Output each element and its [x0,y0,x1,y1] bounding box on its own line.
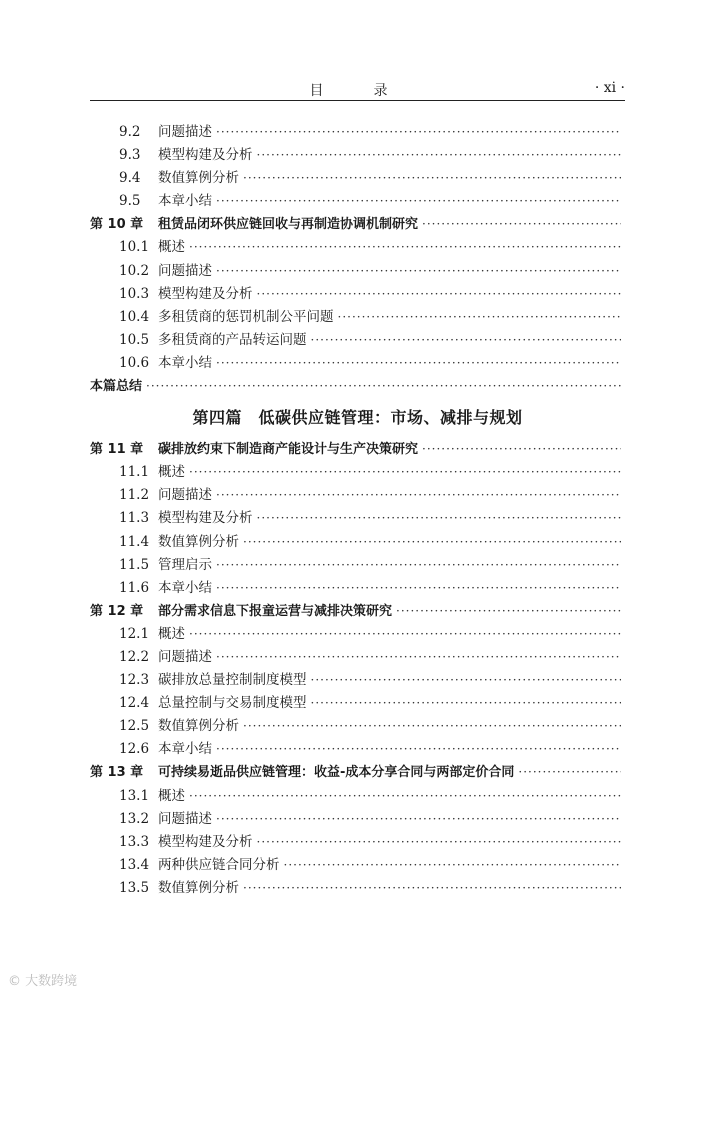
toc-entry-number: 11.5 [119,556,150,573]
toc-entry-title: 本章小结 [158,579,212,596]
toc-entry-title: 本篇总结 [90,379,143,395]
toc-entry-number: 10.3 [119,285,150,302]
watermark: © 大数跨境 [8,974,78,989]
toc-entry-title: 数值算例分析 [158,533,239,550]
toc-entry-number: 12.4 [119,695,150,712]
toc-entry-title: 模型构建及分析 [158,147,253,164]
toc-entry-title: 模型构建及分析 [158,510,253,527]
toc-section-entry[interactable] [90,877,625,900]
toc-entry-number: 10.4 [119,308,150,325]
toc-entry-title: 本章小结 [158,741,212,758]
toc-entry-title: 本章小结 [158,354,212,371]
toc-entry-number: 12.3 [119,672,150,689]
toc-entry-title: 管理启示 [158,556,212,573]
toc-entry-title: 数值算例分析 [158,170,239,187]
toc-entry-number: 第 10 章 [90,217,144,233]
toc-entry-title: 概述 [158,464,185,481]
toc-entry-title: 多租赁商的产品转运问题 [158,331,307,348]
toc-entry-title: 问题描述 [158,262,212,279]
toc-entry-title: 碳排放约束下制造商产能设计与生产决策研究 [158,442,419,458]
toc-entry-number: 第 12 章 [90,603,144,619]
toc-entry-title: 数值算例分析 [158,718,239,735]
header-page-number: · xi · [594,80,625,96]
toc-entry-title: 概述 [158,239,185,256]
toc-entry-number: 11.2 [119,487,150,504]
toc-entry-title: 碳排放总量控制制度模型 [158,672,307,689]
toc-entry-title: 部分需求信息下报童运营与减排决策研究 [158,603,393,619]
part-title: 第四篇 低碳供应链管理：市场、减排与规划 [192,408,523,428]
toc-entry-number: 10.6 [119,354,150,371]
toc-entry-number: 11.3 [119,510,150,527]
toc-entry-title: 租赁品闭环供应链回收与再制造协调机制研究 [158,217,419,233]
toc-entry-title: 概述 [158,625,185,642]
toc-entry-title: 问题描述 [158,124,212,140]
toc-entry-title: 数值算例分析 [158,879,239,896]
toc-entry-number: 12.6 [119,741,150,758]
toc-entry-number: 13.4 [119,856,150,873]
toc-entry-number: 9.3 [119,147,141,164]
toc-entry-number: 第 11 章 [90,442,144,458]
toc-entry-number: 12.1 [119,625,150,642]
toc-entry-title: 可持续易逝品供应链管理：收益-成本分享合同与两部定价合同 [158,765,515,781]
toc-entry-number: 9.5 [119,193,141,210]
toc-entry-number: 11.4 [119,533,150,550]
toc-entry-title: 两种供应链合同分析 [158,856,280,873]
toc-entry-number: 12.5 [119,718,150,735]
toc-entry-number: 13.2 [119,810,150,827]
toc-entry-number: 9.2 [119,124,141,140]
toc-entry-number: 第 13 章 [90,765,144,781]
toc-entry-title: 本章小结 [158,193,212,210]
toc-entry-number: 10.2 [119,262,150,279]
toc-entry-number: 13.3 [119,833,150,850]
header-title: 目 录 [309,83,406,99]
toc-entry-number: 13.1 [119,787,150,804]
toc-entry-number: 12.2 [119,648,150,665]
toc-entry-page [90,121,715,1121]
toc-entry-title: 模型构建及分析 [158,285,253,302]
toc-entry-title: 问题描述 [158,810,212,827]
toc-entry-number: 10.1 [119,239,150,256]
toc-entry-title: 模型构建及分析 [158,833,253,850]
table-of-contents [90,121,625,900]
toc-entry-title: 多租赁商的惩罚机制公平问题 [158,308,334,325]
toc-entry-title: 问题描述 [158,648,212,665]
toc-entry-number: 11.1 [119,464,150,481]
running-header [90,80,625,101]
toc-entry-number: 13.5 [119,879,150,896]
toc-entry-title: 概述 [158,787,185,804]
toc-entry-title: 总量控制与交易制度模型 [158,695,307,712]
toc-entry-title: 问题描述 [158,487,212,504]
toc-entry-number: 11.6 [119,579,150,596]
toc-entries-after [90,438,625,900]
toc-entry-number: 9.4 [119,170,141,187]
toc-entry-number: 10.5 [119,331,150,348]
